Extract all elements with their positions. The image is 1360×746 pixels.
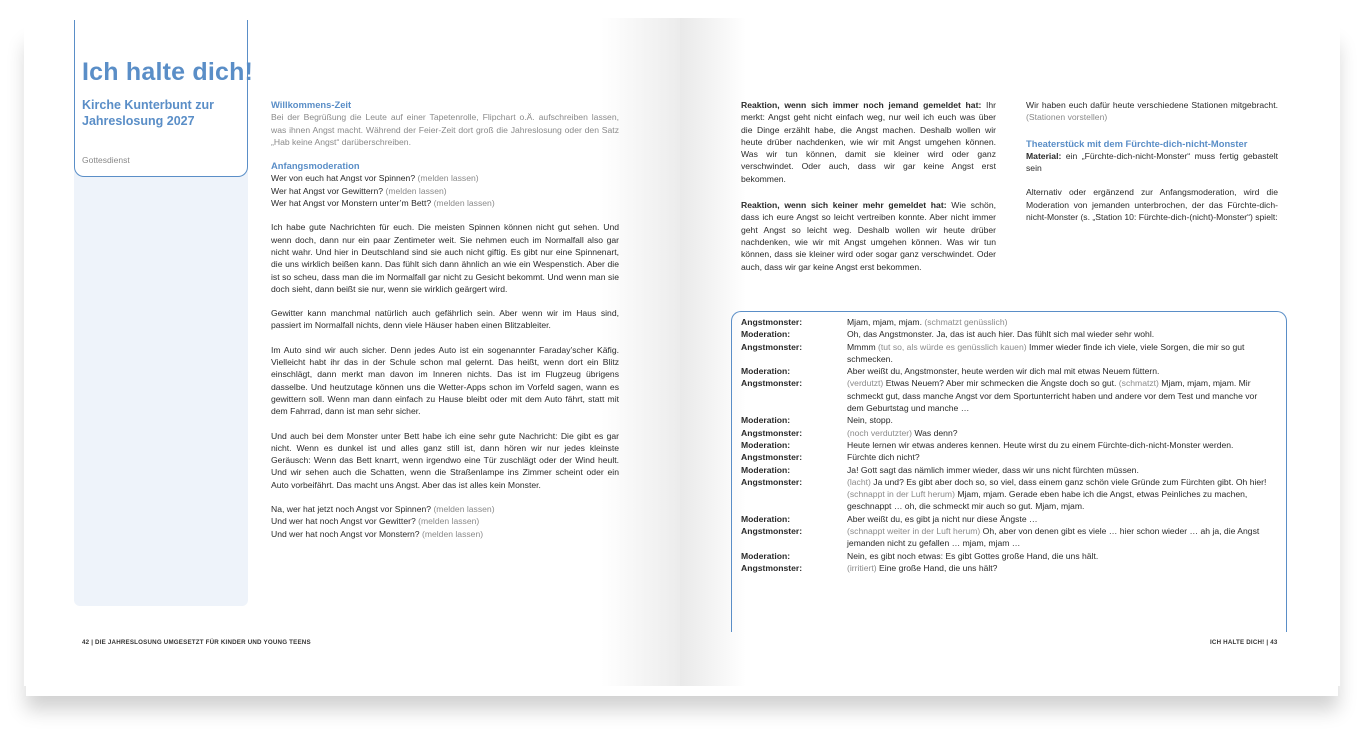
spoken-text: Oh, das Angstmonster. Ja, das ist auch hier. Das fühlt sich mal wieder sehr wohl. (847, 329, 1155, 340)
stage-direction: (verdutzt) (847, 378, 884, 389)
dialogue-line (732, 513, 1286, 525)
right-footer: ICH HALTE DICH! | 43 (1210, 639, 1278, 646)
dialogue-text (847, 365, 1286, 377)
dialogue-text (847, 562, 1286, 574)
theater-heading: Theaterstück mit dem Fürchte-dich-nicht-Monster (1026, 137, 1248, 149)
spoken-text: Mjam, mjam, mjam. (847, 317, 922, 327)
spoken-text: Aber weißt du, es gibt ja nicht nur diese Ängste … (847, 513, 1038, 524)
stage-direction: (schmatzt) (1118, 378, 1159, 389)
stage-direction: (schnappt weiter in der Luft herum) (847, 526, 981, 537)
stage-direction: (irritiert) (847, 562, 877, 573)
stage-direction: (noch verdutzter) (847, 427, 912, 438)
dialogue-text (847, 439, 1286, 451)
dialogue-speaker: Moderation: (741, 513, 791, 524)
spoken-text: Immer wieder finde ich viele, viele Sorgen, die mir so gut schmecken. (847, 341, 1245, 364)
dialogue-text (847, 414, 1286, 426)
spoken-text: Mmmm (847, 341, 876, 352)
closing-question-monsters: Und wer hat noch Angst vor Monstern? (melden lassen) (271, 528, 484, 539)
paragraph-monster: Und auch bei dem Monster unter Bett habe ich eine sehr gute Nachricht: Die gibt es gar nicht. Wenn es dunkel ist und alles ganz still ist, dann hören wir nur jedes kleinste Geräusch: Wenn das Bett knarrt, wenn irgendwo eine Tür zuschlägt oder der Wind heult. Und wir sehen auch die Schatten, wenn die Straßenlampe ins Zimmer scheint oder ein Auto vorbeifährt. Das macht uns Angst. Aber das ist alles kein Monster. (271, 430, 619, 490)
dialogue-line (732, 316, 1286, 328)
dialogue-speaker: Moderation: (741, 415, 791, 426)
right-column-2 (1026, 99, 1278, 235)
spoken-text: Oh, aber von denen gibt es viele … hier schon wieder … ah ja, die Angst jemanden nicht zu gefallen … mjam, mjam … (847, 526, 1260, 549)
dialogue-line (732, 341, 1286, 366)
dialogue-line (732, 525, 1286, 550)
spoken-text: Ja! Gott sagt das nämlich immer wieder, dass wir uns nicht fürchten müssen. (847, 464, 1139, 475)
question-thunderstorms: Wer hat Angst vor Gewittern? (melden lassen) (271, 185, 447, 196)
dialogue-line (732, 365, 1286, 377)
spoken-text: Mjam, mjam, mjam. Mir schmeckt gut, dass manche Angst vor dem Sportunterricht haben und andere vor dem Test und manche vor dem Geburtstag und manche … (847, 378, 1258, 414)
dialogue-line (732, 377, 1286, 414)
dialogue-line (732, 439, 1286, 451)
reaction-none-raised: Reaktion, wenn sich keiner mehr gemeldet hat: Wie schön, dass ich eure Angst so leicht vertreiben konnte. Aber nicht immer geht Angst so leicht weg. Deshalb wollen wir heute drüber nachdenken, wie wir mit Angst umgehen können. Was wir tun können, dass sie kleiner wird oder sogar ganz verschwindet. Oder auch, dass wir gar keine Angst erst bekommen. (741, 200, 996, 272)
dialogue-speaker: Angstmonster: (741, 452, 803, 463)
paragraph-spiders: Ich habe gute Nachrichten für euch. Die meisten Spinnen können nicht gut sehen. Und wenn doch, dann nur ein paar Zentimeter weit. Sie nehmen euch im Normalfall also gar nicht wahr. Und hier in Deutschland sind sie auch nicht giftig. Es gibt nur eine Spinnenart, die uns wirklich beißen kann. Das fühlt sich dann ähnlich an wie ein Wespenstich. Aber die ist so scheu, dass man die im Normalfall gar nicht zu Gesicht bekommt. Und wenn man sie doch sieht, dann beißt sie nur, wenn sie wirklich geärgert wird. (271, 222, 619, 294)
category-label: Gottesdienst (82, 155, 130, 165)
dialogue-text (847, 341, 1286, 366)
dialogue-speaker: Angstmonster: (741, 317, 803, 327)
closing-question-thunderstorms: Und wer hat noch Angst vor Gewitter? (melden lassen) (271, 516, 480, 527)
right-column-1 (741, 99, 996, 285)
spoken-text: Ja und? Es gibt aber doch so, so viel, dass einem ganz schön viele Gründe zum Fürchten gibt. Oh hier! (873, 476, 1267, 487)
page-subtitle: Kirche Kunterbunt zur Jahreslosung 2027 (82, 98, 214, 128)
dialogue-text (847, 316, 1286, 328)
dialogue-text (847, 550, 1286, 562)
stations-text: Wir haben euch dafür heute verschiedene Stationen mitgebracht. (Stationen vorstellen) (1026, 100, 1278, 123)
stage-direction: (schmatzt genüsslich) (924, 317, 1008, 327)
dialogue-line (732, 328, 1286, 340)
alternative-text: Alternativ oder ergänzend zur Anfangsmoderation, wird die Moderation von jemanden unterbrochen, der das Fürchte-dich-nicht-Monster (s. „Station 10: Fürchte-dich-(nicht)-Monster“) spielt: (1026, 187, 1278, 223)
opening-questions (271, 172, 619, 209)
dialogue-line (732, 427, 1286, 439)
dialogue-text (847, 427, 1286, 439)
dialogue-speaker: Angstmonster: (741, 526, 803, 537)
stage-direction: (schnappt in der Luft herum) (847, 489, 955, 500)
opening-heading: Anfangsmoderation (271, 160, 360, 172)
dialogue-speaker: Moderation: (741, 550, 791, 561)
closing-questions (271, 503, 619, 540)
spoken-text: Etwas Neuem? Aber mir schmecken die Ängste doch so gut. (885, 378, 1117, 389)
dialogue-speaker: Moderation: (741, 366, 791, 377)
question-monsters: Wer hat Angst vor Monstern unter’m Bett? (melden lassen) (271, 198, 495, 209)
dialogue-line (732, 476, 1286, 513)
welcome-heading: Willkommens-Zeit (271, 99, 352, 110)
dialogue-text (847, 464, 1286, 476)
spoken-text: Eine große Hand, die uns hält? (878, 562, 998, 573)
dialogue-speaker: Angstmonster: (741, 562, 803, 573)
dialogue-text (847, 451, 1286, 463)
closing-question-spiders: Na, wer hat jetzt noch Angst vor Spinnen? (melden lassen) (271, 504, 495, 515)
page-title: Ich halte dich! (82, 58, 254, 86)
welcome-text: Bei der Begrüßung die Leute auf einer Tapetenrolle, Flipchart o.Ä. aufschreiben lassen, was ihnen Angst macht. Während der Feier-Zeit dort groß die Jahreslosung oder den Satz „Hab keine Angst“ darüberschreiben. (271, 112, 619, 147)
dialogue-line (732, 550, 1286, 562)
spoken-text: Nein, stopp. (847, 415, 893, 426)
spoken-text: Was denn? (914, 427, 958, 438)
material-text: Material: ein „Fürchte-dich-nicht-Monster“ muss fertig gebastelt sein (1026, 150, 1278, 174)
dialogue-list (732, 312, 1286, 574)
dialogue-text (847, 476, 1286, 513)
dialogue-speaker: Moderation: (741, 439, 791, 450)
spoken-text: Mjam, mjam. Gerade eben habe ich die Angst, etwas Peinliches zu machen, geschnappt … oh, die schmeckt mir auch so gut. Mjam, mjam. (847, 489, 1248, 512)
spoken-text: Fürchte dich nicht? (847, 452, 920, 463)
dialogue-text (847, 328, 1286, 340)
reaction-still-raised: Reaktion, wenn sich immer noch jemand gemeldet hat: Ihr merkt: Angst geht nicht einfach weg, nur weil ich euch was über die Dinge erzählt habe, die Angst machen. Deshalb wollen wir heute drüber nachdenken, wie wir mit Angst umgehen können. Was wir tun können, damit sie kleiner wird oder ganz verschwindet. Oder auch, dass wir gar keine Angst erst bekommen. (741, 100, 996, 184)
dialogue-line (732, 451, 1286, 463)
spoken-text: Nein, es gibt noch etwas: Es gibt Gottes große Hand, die uns hält. (847, 550, 1099, 561)
left-column (271, 99, 619, 552)
spoken-text: Heute lernen wir etwas anderes kennen. Heute wirst du zu einem Fürchte-dich-nicht-Monster werden. (847, 439, 1234, 450)
dialogue-line (732, 562, 1286, 574)
dialogue-speaker: Angstmonster: (741, 341, 803, 352)
dialogue-speaker: Moderation: (741, 329, 791, 340)
left-footer: 42 | DIE JAHRESLOSUNG UMGESETZT FÜR KINDER UND YOUNG TEENS (82, 639, 311, 646)
paragraph-car: Im Auto sind wir auch sicher. Denn jedes Auto ist ein sogenannter Faraday’scher Käfig. Vielleicht habt ihr das in der Schule schon mal gelernt. Das heißt, wenn dort ein Blitz einschlägt, dann merkt man davon im Inneren nichts. Das ist im Flugzeug übrigens dasselbe. Und heutzutage können uns die Wetter-Apps schon im Vorfeld sagen, wann es gewittern soll. Wenn man dann einfach zu Hause bleibt oder mit dem Auto fährt, statt mit dem Fahrrad, dann ist man sehr sicher. (271, 344, 619, 417)
dialogue-line (732, 464, 1286, 476)
dialogue-speaker: Moderation: (741, 464, 791, 475)
spoken-text: Aber weißt du, Angstmonster, heute werden wir dich mal mit etwas Neuem füttern. (847, 366, 1160, 377)
dialogue-text (847, 513, 1286, 525)
dialogue-speaker: Angstmonster: (741, 427, 803, 438)
stage-direction: (tut so, als würde es genüsslich kauen) (878, 341, 1027, 352)
dialogue-box (731, 311, 1287, 632)
dialogue-speaker: Angstmonster: (741, 476, 803, 487)
dialogue-speaker: Angstmonster: (741, 378, 803, 389)
dialogue-line (732, 414, 1286, 426)
dialogue-text (847, 377, 1286, 414)
question-spiders: Wer von euch hat Angst vor Spinnen? (melden lassen) (271, 173, 479, 184)
stage-direction: (lacht) (847, 476, 871, 487)
dialogue-text (847, 525, 1286, 550)
paragraph-thunderstorms: Gewitter kann manchmal natürlich auch gefährlich sein. Aber wenn wir im Haus sind, passiert im Normalfall nichts, denn viele Häuser haben einen Blitzableiter. (271, 308, 619, 331)
